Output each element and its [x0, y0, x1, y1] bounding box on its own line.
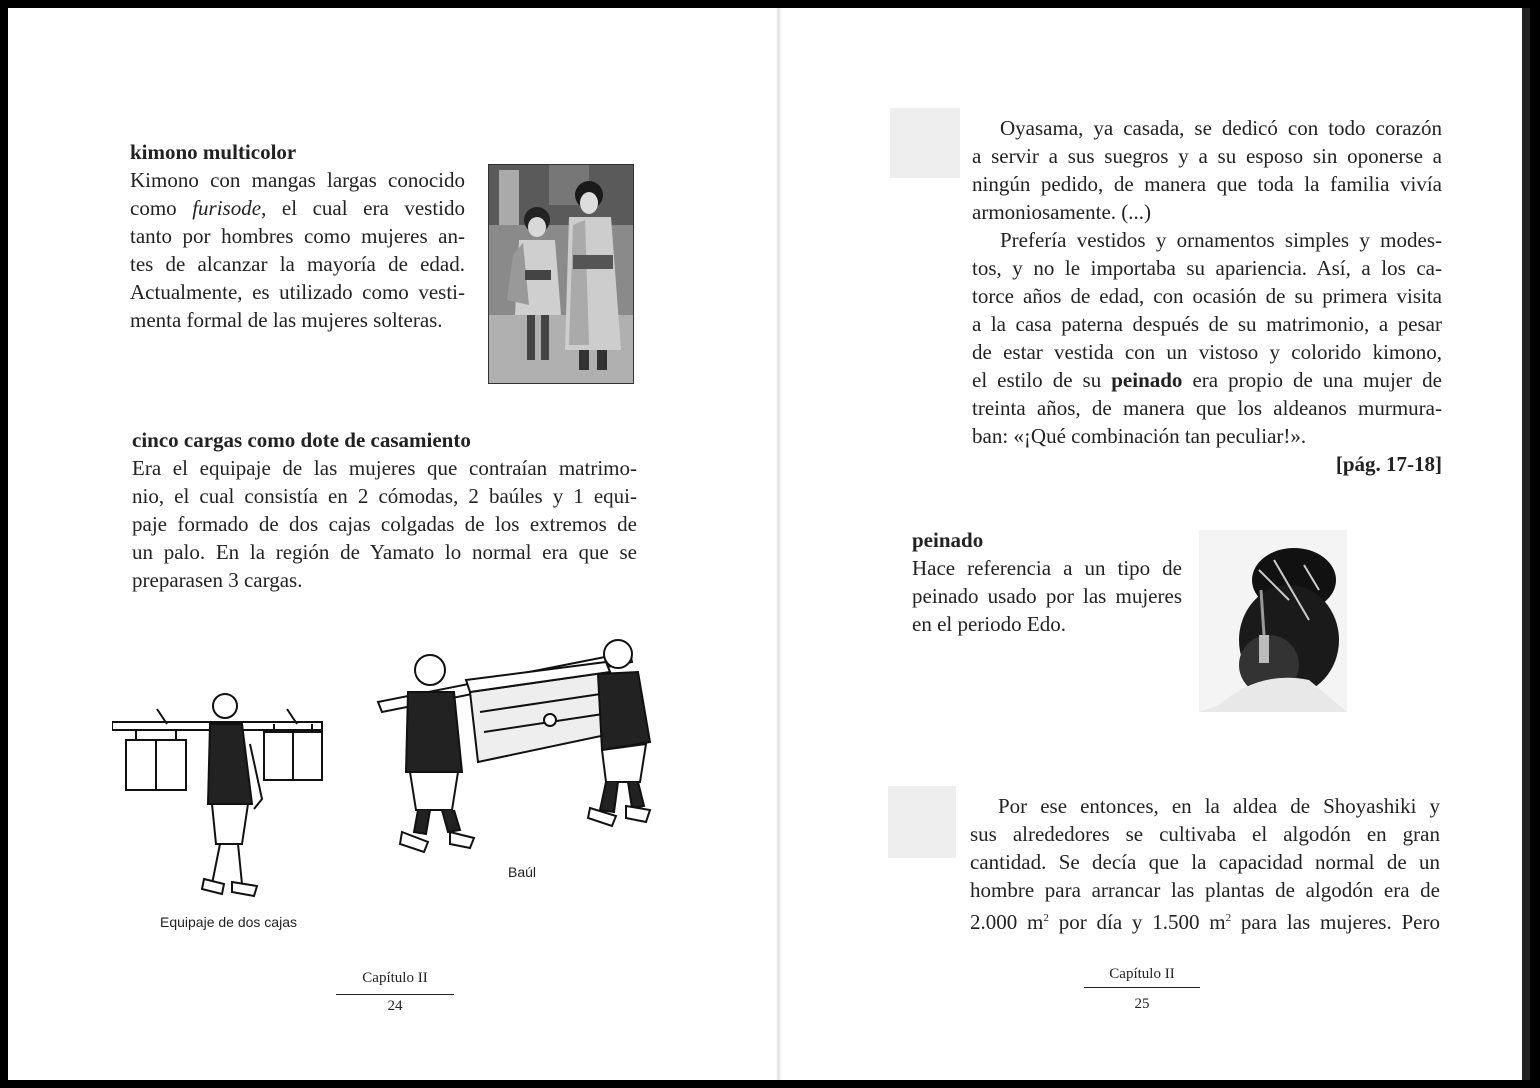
text-line: sus alrededores se cultivaba el algodón en gran [970, 822, 1440, 846]
text-line: Por ese entonces, en la aldea de Shoyashiki y [998, 794, 1440, 818]
text-line: menta formal de las mujeres solteras. [130, 308, 443, 332]
text-line: ningún pedido, de manera que toda la familia vivía [972, 172, 1442, 196]
passage-cotton [970, 792, 1440, 936]
caption-chest: Baúl [508, 864, 537, 880]
text-line: Actualmente, es utilizado como vesti- [130, 280, 465, 304]
left-footer-rule [336, 994, 454, 995]
text-line: treinta años, de manera que los aldeanos murmura- [972, 396, 1442, 420]
text-line: en el periodo Edo. [912, 612, 1066, 636]
cargas-heading: cinco cargas como dote de casamiento [132, 428, 471, 452]
text-line: preparasen 3 cargas. [132, 568, 303, 592]
text-line: Kimono con mangas largas conocido [130, 168, 465, 192]
text-line: tanto por hombres como mujeres an- [130, 224, 465, 248]
text-line: tes de alcanzar la mayoría de edad. [130, 252, 465, 276]
text-line: Era el equipaje de las mujeres que contraían matrimo- [132, 456, 637, 480]
passage-marriage [972, 114, 1442, 478]
left-footer-chapter: Capítulo II [362, 970, 428, 986]
cargas-definition [132, 454, 637, 594]
peinado-heading: peinado [912, 528, 984, 552]
kimono-definition [130, 166, 465, 334]
hairstyle-photo [1199, 530, 1347, 712]
peinado-definition [912, 554, 1182, 638]
text-line: Oyasama, ya casada, se dedicó con todo corazón [1000, 116, 1442, 140]
right-footer-chapter: Capítulo II [1109, 966, 1175, 982]
text-line: tos, y no le importaba su apariencia. Así, a los ca- [972, 256, 1442, 280]
text-line: como furisode, el cual era vestido [130, 196, 465, 220]
text-line: Hace referencia a un tipo de [912, 556, 1182, 580]
text-line: cantidad. Se decía que la capacidad normal de un [970, 850, 1440, 874]
kimono-heading: kimono multicolor [130, 140, 297, 164]
text-line: paje formado de dos cajas colgadas de los extremos de [132, 512, 637, 536]
text-line: a servir a sus suegros y a su esposo sin oponerse a [972, 144, 1442, 168]
text-line: 2.000 $m^2$ por día y 1.500 $m^2$ para las mujeres. Pero [970, 910, 1441, 934]
left-page-number: 24 [387, 998, 403, 1014]
text-line: el estilo de su peinado era propio de una mujer de [972, 368, 1442, 392]
text-line: de estar vestida con un vistoso y colorido kimono, [972, 340, 1442, 364]
text-line: Prefería vestidos y ornamentos simples y modes- [1000, 228, 1442, 252]
section-marker [888, 786, 956, 858]
text-line: a la casa paterna después de su matrimonio, a pesar [972, 312, 1442, 336]
text-line: armoniosamente. (...) [972, 200, 1152, 224]
right-footer-rule [1084, 987, 1200, 988]
book-edge [1522, 8, 1530, 1080]
book-gutter [776, 8, 782, 1080]
book-spread [8, 8, 1530, 1080]
page-reference: [pág. 17-18] [1335, 452, 1442, 476]
text-line: un palo. En la región de Yamato lo normal era que se [132, 540, 637, 564]
porter-two-boxes-illustration [112, 684, 342, 899]
kimono-girls-photo [488, 164, 634, 384]
section-marker [890, 108, 960, 178]
text-line: peinado usado por las mujeres [912, 584, 1182, 608]
text-line: ban: «¡Qué combinación tan peculiar!». [972, 424, 1307, 448]
right-page-number: 25 [1134, 996, 1150, 1012]
text-line: torce años de edad, con ocasión de su primera visita [972, 284, 1442, 308]
text-line: nio, el cual consistía en 2 cómodas, 2 baúles y 1 equi- [132, 484, 637, 508]
text-line: hombre para arrancar las plantas de algodón era de [970, 878, 1440, 902]
caption-two-boxes: Equipaje de dos cajas [160, 914, 297, 930]
chest-carriers-illustration [370, 632, 656, 860]
